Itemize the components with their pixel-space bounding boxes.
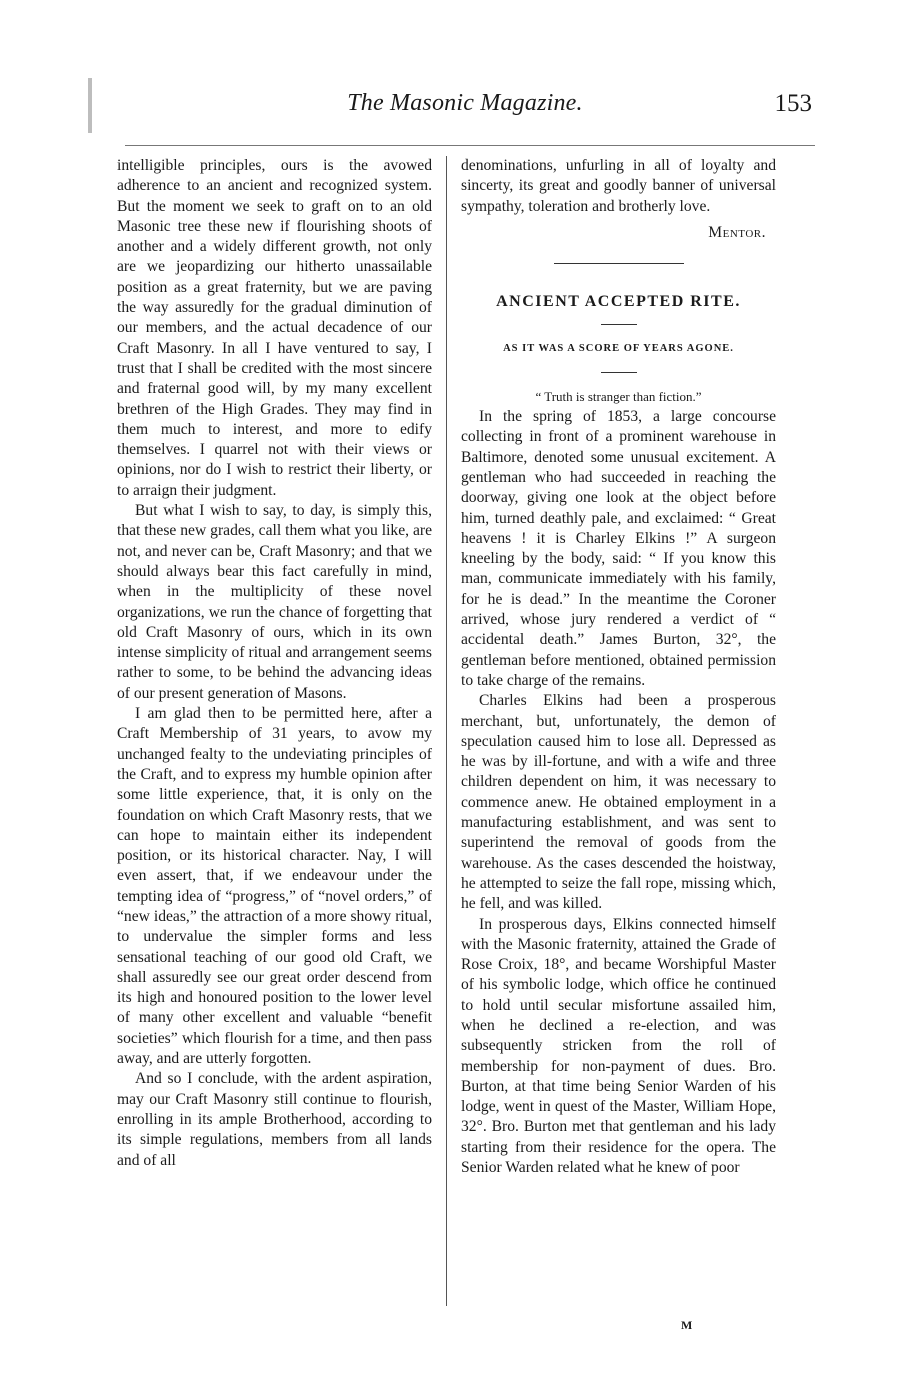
printer-signature-mark: M [681, 1318, 693, 1332]
margin-scan-stripe [88, 78, 92, 133]
article-paragraph-1: In the spring of 1853, a large concourse collecting in front of a prominent warehouse in Baltimore, denoted some unusual excitement. A gentleman who had succeeded in reaching the doorway, giving one look at the object before him, turned deathly pale, and exclaimed: “ Great heavens ! it is Charley Elkins !” A surgeon kneeling by the body, said: “ If you know this man, communicate immediately with his family, for he is dead.” In the meantime the Coroner arrived, whose jury rendered a verdict of “ accidental death.” James Burton, 32°, the gentleman before mentioned, obtained permission to take charge of the remains. [461, 408, 776, 689]
section-divider-rule [554, 263, 684, 264]
page-number: 153 [774, 90, 812, 117]
article-subtitle: AS IT WAS A SCORE OF YEARS AGONE. [503, 343, 734, 355]
right-column [461, 156, 776, 1178]
continuation-paragraph: denominations, unfurling in all of loyalty and sincerty, its great and goodly banner of universal sympathy, toleration and brotherly love. [461, 157, 776, 215]
page-header [110, 90, 820, 130]
header-rule [125, 145, 815, 146]
title-divider-rule [601, 324, 637, 325]
running-title: The Masonic Magazine. [347, 90, 583, 116]
left-paragraph-2: But what I wish to say, to day, is simply this, that these new grades, call them what you like, are not, and never can be, Craft Masonry; and that we should always bear this fact carefully in mind, when in the multiplicity of these novel organizations, we run the chance of forgetting that old Craft Masonry of ours, which in its own intense simplicity of ritual and arrangement seems rather to some, to be behind the advancing ideas of our present generation of Masons. [117, 502, 432, 702]
column-divider [446, 156, 447, 1306]
left-paragraph-1: intelligible principles, ours is the avowed adherence to an ancient and recognized system. But the moment we seek to graft on to an old Masonic tree these new if flourishing shoots of another and a widely different growth, not only are we jeopardizing our hitherto unassailable position as a great fraternity, but we are paving the way assuredly for the gradual diminution of our members, and the actual decadence of our Craft Masonry. In all I have ventured to say, I trust that I shall be credited with the most sincere and fraternal good will, by my many excellent brethren of the High Grades. They may find in them much to interest, and more to edify themselves. I quarrel not with their views or opinions, nor do I wish to restrict their liberty, or to arraign their judgment. [117, 157, 432, 499]
left-paragraph-3: I am glad then to be permitted here, after a Craft Membership of 31 years, to avow my unchanged fealty to the undeviating principles of the Craft, and to express my humble opinion after some little experience, that, it is only on the foundation on which Craft Masonry rests, that we can hope to maintain either its independent position, or its historical character. Nay, I will even assert, that, if we endeavour under the tempting idea of “progress,” of “novel orders,” of “new ideas,” the attraction of a more showy ritual, to undervalue the simpler forms and less sensational teaching of our good old Craft, we shall assuredly see our great order descend from its high and honoured position to the lower level of many other excellent and valuable “benefit societies” which flourish for a time, and then pass away, and are utterly forgotten. [117, 705, 432, 1068]
article-paragraph-3: In prosperous days, Elkins connected himself with the Masonic fraternity, attained the Grade of Rose Croix, 18°, and became Worshipful Master of his symbolic lodge, which office he continued to hold until secular misfortune assailed him, when he declined a re-election, and was subsequently stricken from the roll of membership for non-payment of dues. Bro. Burton, at that time being Senior Warden of his lodge, went in quest of the Master, William Hope, 32°. Bro. Burton met that gentleman and his lady starting from their residence for the opera. The Senior Warden related what he knew of poor [461, 915, 776, 1177]
subtitle-divider-rule [601, 372, 637, 373]
article-title: ANCIENT ACCEPTED RITE. [496, 293, 741, 311]
article-epigraph: “ Truth is stranger than fiction.” [535, 388, 702, 404]
article-paragraph-2: Charles Elkins had been a prosperous merchant, but, unfortunately, the demon of speculation caused him to lose all. Depressed as he was by ill-fortune, and with a wife and three children dependent on him, it was necessary to commence anew. He obtained employment in a manufacturing establishment, and was sent to superintend the removal of goods from the warehouse. As the cases descended the hoistway, he attempted to seize the fall rope, missing which, he fell, and was killed. [461, 692, 776, 913]
left-column [117, 156, 432, 1171]
left-paragraph-4: And so I conclude, with the ardent aspiration, may our Craft Masonry still continue to flourish, enrolling in its ample Brotherhood, according to its simple regulations, members from all lands and of all [117, 1070, 432, 1169]
author-signature: Mentor. [708, 223, 766, 241]
